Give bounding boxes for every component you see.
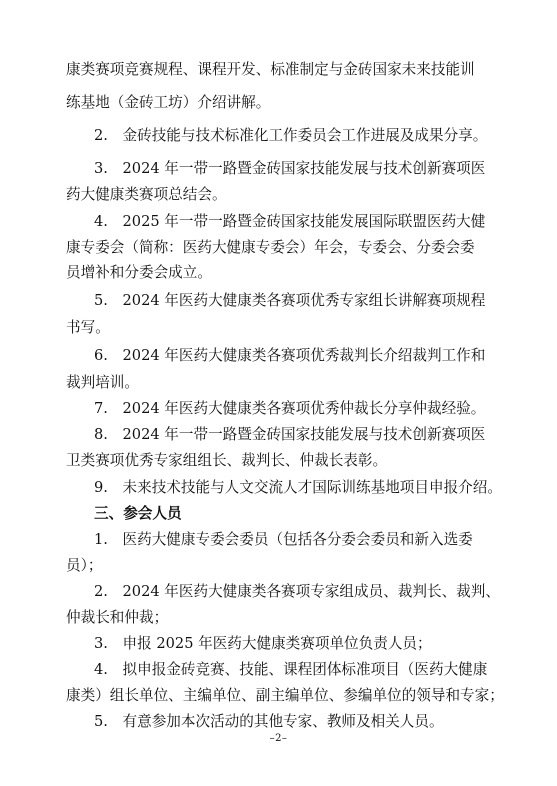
attendee-item-1: 1. 医药大健康专委会委员（包括各分委会委员和新入选委 xyxy=(94,531,473,548)
attendee-item-5: 5. 有意参加本次活动的其他专家、教师及相关人员。 xyxy=(94,713,444,730)
list-item-5: 5. 2024 年医药大健康类各赛项优秀专家组长讲解赛项规程 xyxy=(94,292,486,309)
text-line: 卫类赛项优秀专家组组长、裁判长、仲裁长表彰。 xyxy=(66,452,388,469)
list-item-3: 3. 2024 年一带一路暨金砖国家技能发展与技术创新赛项医 xyxy=(94,160,486,177)
attendee-item-4: 4. 拟申报金砖竞赛、技能、课程团体标准项目（医药大健康 xyxy=(94,661,488,678)
attendee-item-2: 2. 2024 年医药大健康类各赛项专家组成员、裁判长、裁判、 xyxy=(94,583,500,600)
list-item-9: 9. 未来技术技能与人文交流人才国际训练基地项目申报介绍。 xyxy=(94,479,502,496)
list-item-8: 8. 2024 年一带一路暨金砖国家技能发展与技术创新赛项医 xyxy=(94,426,486,443)
list-item-2: 2. 金砖技能与技术标准化工作委员会工作进展及成果分享。 xyxy=(94,127,488,144)
list-item-6: 6. 2024 年医药大健康类各赛项优秀裁判长介绍裁判工作和 xyxy=(94,347,486,364)
attendee-item-3: 3. 申报 2025 年医药大健康类赛项单位负责人员； xyxy=(94,635,432,652)
text-line: 员增补和分委会成立。 xyxy=(66,264,212,281)
text-line: 员）； xyxy=(66,557,103,574)
section-heading: 三、参会人员 xyxy=(94,505,182,522)
list-item-4: 4. 2025 年一带一路暨金砖国家技能发展国际联盟医药大健 xyxy=(94,213,486,230)
page-number: –2– xyxy=(269,733,288,744)
text-line: 仲裁长和仲裁； xyxy=(66,609,169,626)
text-line: 练基地（金砖工坊）介绍讲解。 xyxy=(66,94,271,111)
text-line: 药大健康类赛项总结会。 xyxy=(66,186,227,203)
text-line: 裁判培训。 xyxy=(66,374,139,391)
text-line: 康类赛项竞赛规程、课程开发、标准制定与金砖国家未来技能训 xyxy=(66,61,475,78)
list-item-7: 7. 2024 年医药大健康类各赛项优秀仲裁长分享仲裁经验。 xyxy=(94,400,486,417)
text-line: 康类）组长单位、主编单位、副主编单位、参编单位的领导和专家； xyxy=(66,687,504,704)
text-line: 康专委会（简称：医药大健康专委会）年会，专委会、分委会委 xyxy=(66,239,475,256)
text-line: 书写。 xyxy=(66,319,110,336)
